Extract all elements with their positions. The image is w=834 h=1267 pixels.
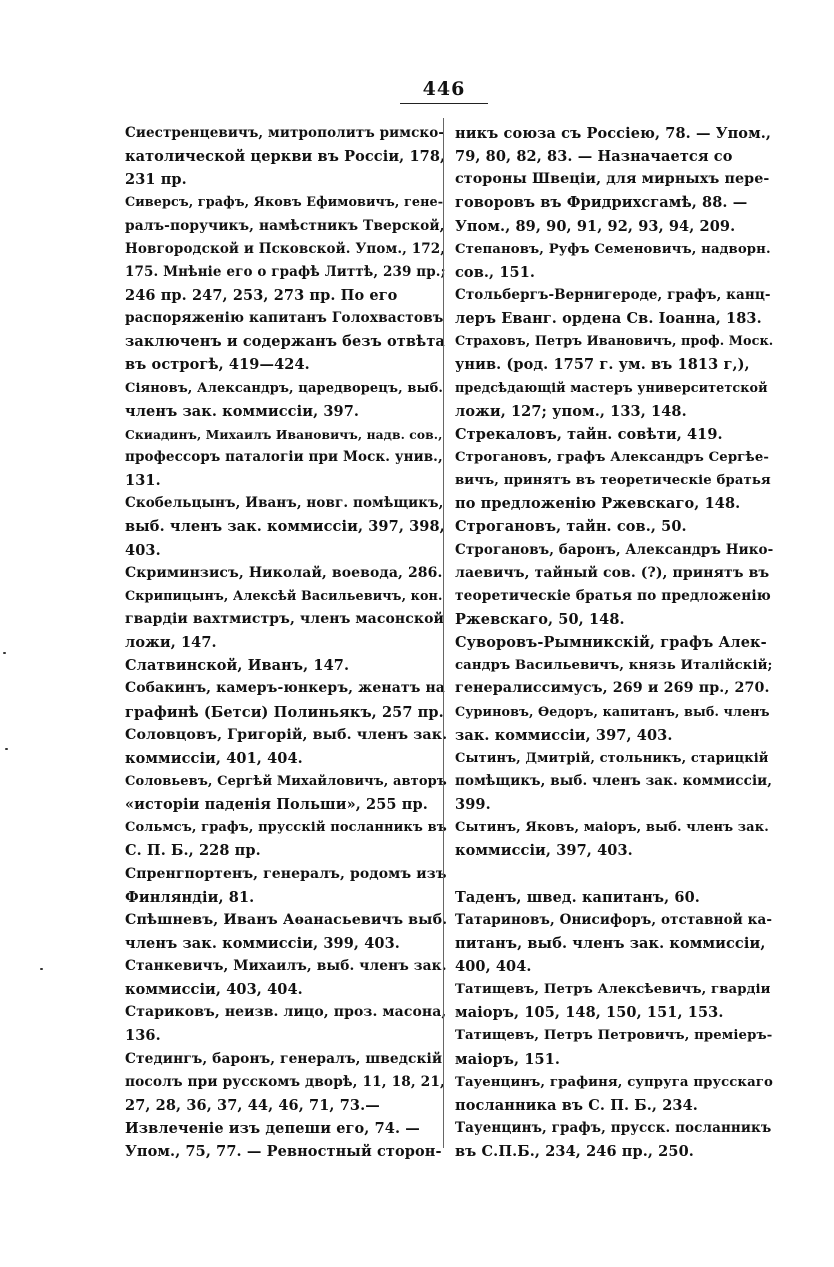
index-line: Таденъ, швед. капитанъ, 60. (455, 888, 700, 906)
index-line: стороны Швеціи, для мирныхъ пере- (455, 171, 770, 188)
index-line: С. П. Б., 228 пр. (125, 842, 261, 860)
index-line: въ острогѣ, 419—424. (125, 356, 310, 374)
index-line: ложи, 127; упом., 133, 148. (455, 402, 687, 420)
index-line: Сіяновъ, Александръ, царедворецъ, выб. (125, 380, 443, 396)
index-line: Скиадинъ, Михаилъ Ивановичъ, надв. сов., (125, 426, 443, 442)
index-line: 403. (125, 541, 161, 559)
index-line: Сытинъ, Яковъ, маіоръ, выб. членъ зак. (455, 820, 769, 836)
index-line: Строгановъ, баронъ, Александръ Нико- (455, 541, 773, 558)
index-line: маіоръ, 151. (455, 1050, 561, 1068)
index-line: Стольбергъ-Вернигероде, графъ, канц- (455, 286, 771, 303)
index-line: профессоръ паталогіи при Моск. унив., (125, 448, 443, 465)
index-line: лаевичъ, тайный сов. (?), принятъ въ (455, 564, 770, 581)
index-line: помѣщикъ, выб. членъ зак. коммиссіи, (455, 772, 773, 789)
index-line: въ С.П.Б., 234, 246 пр., 250. (455, 1143, 694, 1161)
index-line: коммиссіи, 403, 404. (125, 981, 303, 999)
index-line: Татищевъ, Петръ Петровичъ, премiеръ- (455, 1028, 773, 1044)
index-line: выб. членъ зак. коммиссіи, 397, 398, (125, 518, 445, 536)
index-line: Татищевъ, Петръ Алексѣевичъ, гвардіи (455, 982, 771, 998)
index-line: заключенъ и содержанъ безъ отвѣта (125, 333, 445, 351)
index-line: Скриминзисъ, Николай, воевода, 286. (125, 564, 443, 581)
index-line: Упом., 89, 90, 91, 92, 93, 94, 209. (455, 217, 736, 235)
index-line: распоряженію капитанъ Голохвастовъ (125, 310, 444, 327)
column-divider (443, 118, 444, 1148)
index-line: по предложенію Ржевскаго, 148. (455, 495, 741, 513)
index-line: 399. (455, 796, 491, 814)
index-line: 246 пр. 247, 253, 273 пр. По его (125, 286, 398, 304)
index-line: Собакинъ, камеръ-юнкеръ, женатъ на (125, 680, 445, 697)
index-line: Сытинъ, Дмитрій, стольникъ, старицкій (455, 750, 769, 766)
index-line: сандръ Васильевичъ, князь Италійскій; (455, 658, 773, 674)
index-line: Упом., 75, 77. — Ревностный сторон- (125, 1143, 442, 1161)
index-line: 231 пр. (125, 171, 187, 189)
index-line: Спѣшневъ, Иванъ Аѳанасьевичъ выб. (125, 911, 447, 928)
index-line: посолъ при русскомъ дворѣ, 11, 18, 21, (125, 1073, 445, 1090)
index-line: католической церкви въ Россіи, 178, (125, 148, 446, 166)
index-line: графинѣ (Бетси) Полиньякъ, 257 пр. (125, 703, 444, 721)
index-line: Сольмсъ, графъ, прусскій посланникъ въ (125, 820, 447, 836)
index-line: 27, 28, 36, 37, 44, 46, 71, 73.— (125, 1096, 380, 1114)
index-line: генералиссимусъ, 269 и 269 пр., 270. (455, 680, 770, 697)
index-line: 79, 80, 82, 83. — Назначается со (455, 148, 733, 166)
index-line: ложи, 147. (125, 634, 217, 652)
index-line: Извлеченіе изъ депеши его, 74. — (125, 1120, 420, 1138)
margin-speck (3, 652, 6, 654)
index-line: ралъ-поручикъ, намѣстникъ Тверской, (125, 217, 445, 234)
index-line: говоровъ въ Фридрихсгамѣ, 88. — (455, 194, 748, 212)
right-column (455, 122, 773, 1163)
index-line: Скобельцынъ, Иванъ, новг. помѣщикъ, (125, 495, 444, 512)
index-line: Станкевичъ, Михаилъ, выб. членъ зак. (125, 958, 447, 975)
index-line: коммиссіи, 401, 404. (125, 749, 303, 767)
index-line: Соловцовъ, Григорій, выб. членъ зак. (125, 726, 447, 743)
index-line: 131. (125, 472, 161, 490)
index-line: Суворовъ-Рымникскій, графъ Алек- (455, 634, 767, 652)
index-line: Финляндіи, 81. (125, 888, 255, 906)
index-line: Татариновъ, Онисифоръ, отставной ка- (455, 911, 773, 928)
index-line: Стариковъ, неизв. лицо, проз. масона, (125, 1004, 447, 1021)
index-line: 400, 404. (455, 958, 532, 976)
margin-speck (5, 748, 8, 750)
index-line: членъ зак. коммиссіи, 399, 403. (125, 934, 400, 952)
index-line: Спренгпортенъ, генералъ, родомъ изъ (125, 865, 447, 882)
index-line: Ржевскаго, 50, 148. (455, 610, 625, 628)
index-line: «исторіи паденія Польши», 255 пр. (125, 796, 428, 814)
index-line: Тауенцинъ, графъ, прусск. посланникъ (455, 1120, 772, 1137)
index-line: вичъ, принятъ въ теоретическіе братья (455, 473, 771, 489)
index-line: Степановъ, Руфъ Семеновичъ, надворн. (455, 241, 771, 257)
index-line: членъ зак. коммиссіи, 397. (125, 402, 360, 420)
index-line: 175. Мнѣніе его о графѣ Литтѣ, 239 пр.; (125, 263, 446, 280)
index-line: Сиестренцевичъ, митрополитъ римско- (125, 125, 445, 141)
index-line: Строгановъ, графъ Александръ Сергѣе- (455, 449, 769, 465)
index-line: Строгановъ, тайн. сов., 50. (455, 518, 687, 536)
index-line: гвардіи вахтмистръ, членъ масонской (125, 610, 444, 627)
header-rule (400, 103, 488, 104)
index-line: теоретическіе братья по предложенію (455, 587, 771, 604)
index-line: коммиссіи, 397, 403. (455, 842, 633, 860)
index-line: унив. (род. 1757 г. ум. въ 1813 г,), (455, 356, 750, 374)
page-number: 446 (422, 78, 466, 100)
index-line: 136. (125, 1027, 161, 1045)
index-line: маіоръ, 105, 148, 150, 151, 153. (455, 1004, 724, 1022)
margin-speck (40, 968, 43, 970)
index-line: Соловьевъ, Сергѣй Михайловичъ, авторъ (125, 773, 447, 789)
index-line: зак. коммиссіи, 397, 403. (455, 726, 673, 744)
left-column (125, 122, 447, 1163)
index-line: Скрипицынъ, Алексѣй Васильевичъ, кон. (125, 588, 443, 604)
index-line: питанъ, выб. членъ зак. коммиссіи, (455, 934, 766, 952)
index-line: посланника въ С. П. Б., 234. (455, 1096, 698, 1114)
index-line: Суриновъ, Ѳедоръ, капитанъ, выб. членъ (455, 704, 770, 720)
index-line: Тауенцинъ, графиня, супруга прусскаго (455, 1074, 773, 1090)
index-line: леръ Еванг. ордена Св. Іоанна, 183. (455, 310, 762, 328)
index-line: Стедингъ, баронъ, генералъ, шведскій (125, 1050, 443, 1067)
index-line: предсѣдающій мастеръ университетской (455, 380, 768, 396)
index-line: Страховъ, Петръ Ивановичъ, проф. Моск. (455, 334, 773, 350)
index-line (455, 863, 773, 886)
index-line: Новгородской и Псковской. Упом., 172, (125, 240, 445, 257)
index-line: Сиверсъ, графъ, Яковъ Ефимовичъ, гене- (125, 195, 444, 211)
index-line: Слатвинской, Иванъ, 147. (125, 657, 350, 675)
index-line: сов., 151. (455, 263, 536, 281)
index-line: никъ союза съ Россіею, 78. — Упом., (455, 125, 772, 142)
index-line: Стрекаловъ, тайн. совѣти, 419. (455, 425, 723, 443)
